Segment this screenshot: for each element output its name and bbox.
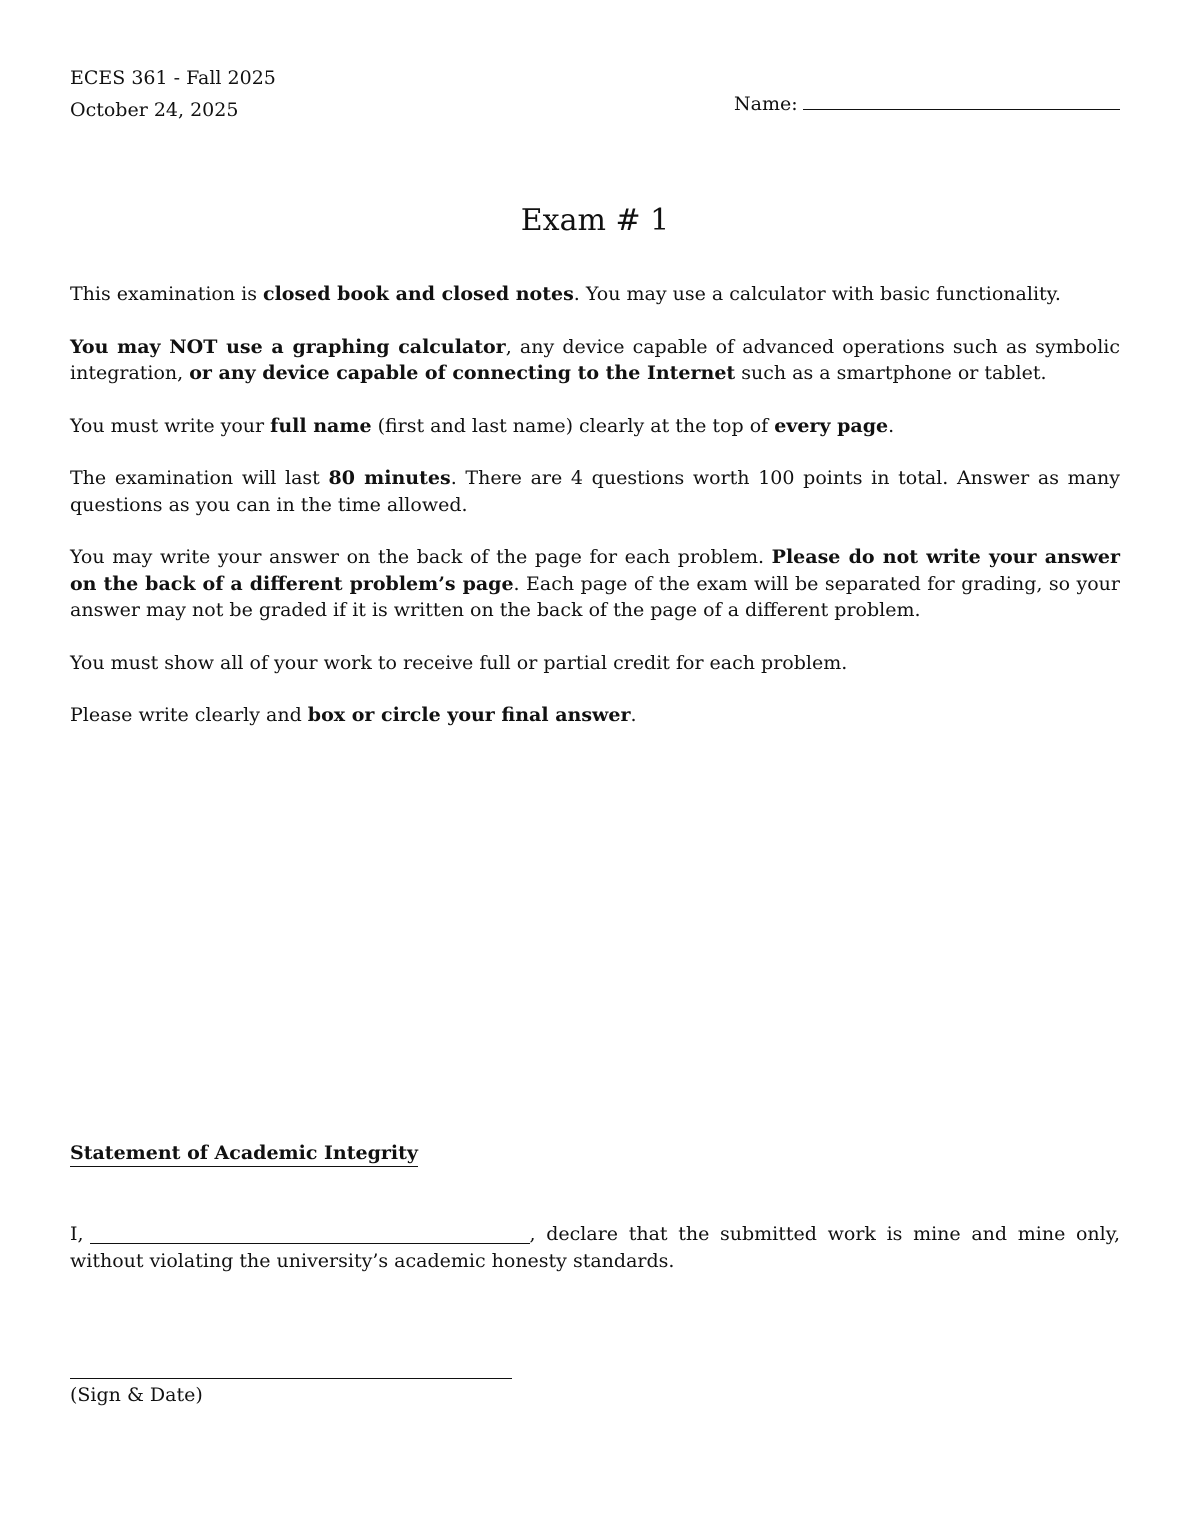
declaration-name-blank[interactable] xyxy=(90,1225,530,1244)
signature-line[interactable] xyxy=(70,1378,512,1379)
name-label: Name: xyxy=(734,93,798,115)
instruction-duration xyxy=(70,465,1120,518)
signature-label: (Sign & Date) xyxy=(70,1384,203,1406)
text-run: . xyxy=(888,414,895,437)
integrity-declaration xyxy=(70,1221,1120,1275)
text-run: You may write your answer on the back of the page for each problem. xyxy=(70,546,772,568)
text-run: Please write clearly and xyxy=(70,704,308,726)
declaration-prefix: I, xyxy=(70,1223,84,1245)
name-field-line[interactable] xyxy=(803,109,1120,110)
text-run: (first and last name) clearly at the top of xyxy=(371,414,775,437)
text-run: This examination is xyxy=(70,283,264,305)
text-run: The examination will last xyxy=(70,467,329,489)
integrity-heading: Statement of Academic Integrity xyxy=(70,1140,418,1167)
text-run: , any device capable of advanced operations such as symbolic integration, xyxy=(70,335,1120,384)
text-run: You must write your xyxy=(70,414,271,437)
text-run: . There are 4 questions worth 100 points in total. Answer as many questions as you can in the time allowed. xyxy=(70,467,1120,516)
emphasis: box or circle your final answer xyxy=(307,704,631,726)
emphasis: Please do not write your answer on the back of a different problem’s page xyxy=(70,546,1120,595)
text-run: such as a smartphone or tablet. xyxy=(735,362,1047,384)
declaration-suffix: , declare that the submitted work is mine and mine only, without violating the university’s academic honesty standards. xyxy=(70,1223,1120,1272)
text-run: You must show all of your work to receive full or partial credit for each problem. xyxy=(70,651,848,674)
text-run: . You may use a calculator with basic functionality. xyxy=(573,283,1061,305)
instruction-full-name xyxy=(70,413,1120,440)
emphasis: You may NOT use a graphing calculator xyxy=(70,335,506,358)
instruction-back-of-page xyxy=(70,544,1120,624)
text-run: . xyxy=(630,704,637,726)
instruction-closed-book xyxy=(70,281,1120,308)
instructions xyxy=(70,281,1120,755)
emphasis: every page xyxy=(774,414,889,437)
emphasis: or any device capable of connecting to the Internet xyxy=(189,362,736,384)
course-label: ECES 361 - Fall 2025 xyxy=(70,67,276,89)
instruction-final-answer xyxy=(70,702,1120,729)
emphasis: 80 minutes xyxy=(328,467,451,489)
exam-title: Exam # 1 xyxy=(520,203,670,238)
instruction-devices xyxy=(70,334,1120,387)
emphasis: closed book and closed notes xyxy=(263,283,574,305)
text-run: . Each page of the exam will be separated for grading, so your answer may not be graded if it is written on the back of the page of a different problem. xyxy=(70,572,1120,621)
exam-date: October 24, 2025 xyxy=(70,99,239,121)
emphasis: full name xyxy=(270,414,372,437)
instruction-show-work xyxy=(70,650,1120,677)
